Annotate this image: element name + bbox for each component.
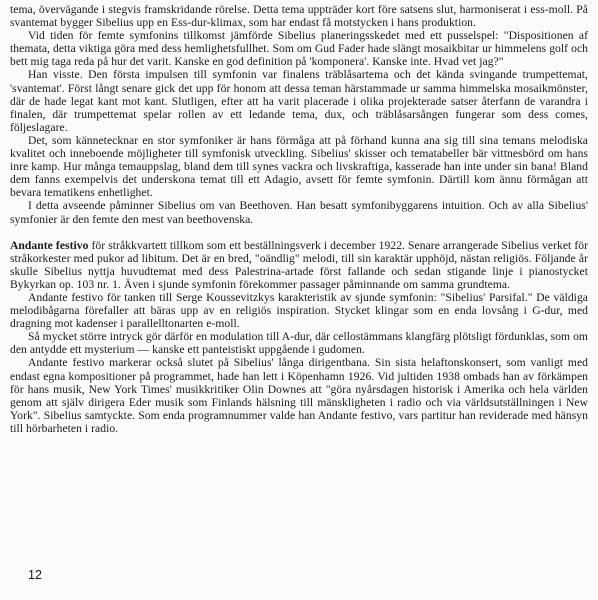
paragraph: I detta avseende påminner Sibelius om van Beethoven. Han besatt symfonibyggarens intuition. Och av alla Sibelius' symfonier är den femte den mest van beethovenska.: [10, 199, 588, 226]
paragraph: Han visste. Den första impulsen till symfonin var finalens träblåsartema och det kända svingande trumpettemat, 'svantemat'. Först långt senare gick det upp för honom att dessa teman härstammade ur samma himmelska mosaikmönster, där de hade legat kant mot kant. Slutligen, efter att ha varit placerade i olika projekterade satser återfann de varandra i finalen, där trumpettemat spelar rollen av ett ledande tema, dux, och träblåsarsången fungerar som dess comes, följeslagare.: [10, 68, 588, 134]
page-number: 12: [28, 568, 42, 582]
paragraph: Andante festivo för tanken till Serge Koussevitzkys karakteristik av sjunde symfonin: "Sibelius' Parsifal." De väldiga melodibågarna förefaller att bäras upp av en religiös inspiration. Stycket klingar som en enda lovsång i G-dur, med dragning mot kadenser i parallelltonarten e-moll.: [10, 290, 588, 331]
paragraph: tema, övervägande i stegvis framskridande rörelse. Detta tema uppträder kort före satsens slut, harmoniserat i ess-moll. På svantemat bygger Sibelius upp en Ess-dur-klimax, som har endast få motstycken i hans produktion.: [10, 3, 588, 30]
paragraph: Så mycket större intryck gör därför en modulation till A-dur, där cellostämmans klangfärg plötsligt fördunklas, som om den antydde ett mysterium — kanske ett panteistiskt uppgående i gudomen.: [10, 330, 588, 357]
paragraph: Andante festivo markerar också slutet på Sibelius' långa dirigentbana. Sin sista helaftonskonsert, som vanligt med endast egna kompositioner på programmet, hade han lett i Köpenhamn 1926. Vid jultiden 1938 ombads han av förkämpen för hans musik, New York Times' musikkritiker Olin Downes att "göra nyårsdagen historisk i Amerika och hela världen genom att själv dirigera Eder musik som Finlands hälsning till mänskligheten i radio och via världsutställningen i New York". Sibelius samtyckte. Som enda programnummer valde han Andante festivo, vars partitur han reviderade med hänsyn till hörbarheten i radio.: [10, 356, 588, 435]
section-intro-paragraph: [10, 239, 588, 291]
body-text: [10, 3, 588, 435]
section-intro-text: för stråkkvartett tillkom som ett beställningsverk i december 1922. Senare arrangerade Sibelius verket för stråkorkester med pukor ad libitum. Det är en bred, "oändlig" melodi, till sin karaktär upphöjd, nästan religiös. Följande år skulle Sibelius nyttja huvudtemat med dess Palestrina-artade först fallande och sedan stigande linje i pianostycket Bykyrkan op. 103 nr. 1. Även i sjunde symfonin förekommer passager påminnande om samma grundtema.: [10, 238, 588, 291]
paragraph: Vid tiden för femte symfonins tillkomst jämförde Sibelius planeringsskedet med ett pusselspel: "Dispositionen af themata, detta viktiga göra med dess hemlighetsfullhet. Som om Gud Fader hade slängt mosaikbitar ur himmelens golf och bett mig taga reda på hur det varit. Kanske en god definition på 'komponera'. Kanske inte. Hvad vet jag?": [10, 29, 588, 69]
section-heading: Andante festivo: [10, 238, 89, 252]
paragraph: Det, som kännetecknar en stor symfoniker är hans förmåga att på förhand kunna ana sig till sina temans melodiska kvalitet och inneboende möjligheter till symfonisk utveckling. Sibelius' skisser och tematabeller bär vittnesbörd om hans inre kamp. Hur många temauppslag, bland dem till synes vackra och livskraftiga, kasserade han inte under sin bana! Bland dem fanns exempelvis det underskona temat till ett Adagio, avsett för femte symfonin. Därtill kom ännu förmågan att bevara tematikens enhetlighet.: [10, 133, 588, 200]
